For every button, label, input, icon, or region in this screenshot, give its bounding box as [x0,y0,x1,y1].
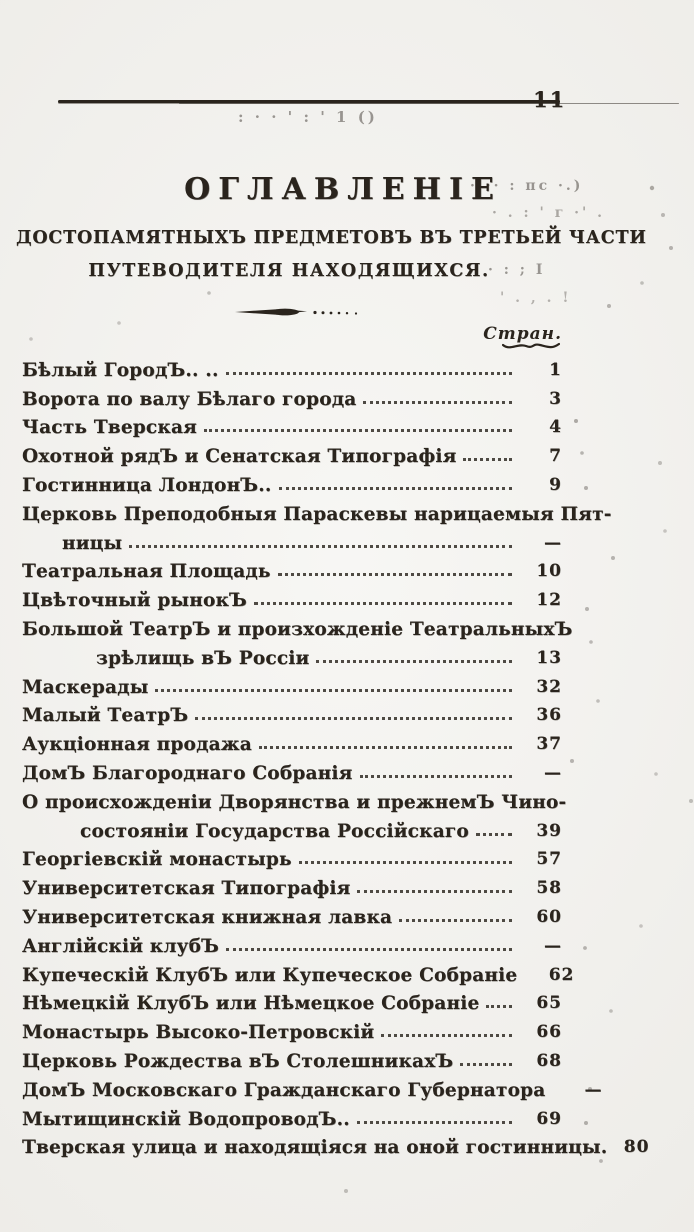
ink-smudge: · : ; I [488,262,546,278]
toc-page-number: — [544,935,562,956]
scan-noise-specks [0,0,2,2]
dot-leader [363,401,512,404]
toc-entry [16,986,562,1015]
toc-entry-title: Большой ТеатрЪ и произхожденіе ТеатральныхЪ [22,618,573,640]
toc-page-number: — [544,532,562,553]
toc-page-number: 65 [536,993,562,1014]
header-rule [58,100,560,103]
toc-page-number: — [584,1079,603,1100]
toc-entry [16,1130,650,1159]
section-divider-ornament [235,303,363,322]
toc-entry-title: Цвѣточный рынокЪ [22,590,247,612]
toc-entry-title: Англійскій клубЪ [22,935,220,957]
dot-leader [299,861,512,864]
dot-leader [460,1063,512,1066]
toc-page-number: 7 [549,446,562,467]
toc-entry-title: Купеческій КлубЪ или Купеческое Собраніе [22,964,518,986]
toc-entry [16,899,562,928]
toc-entry-title: Аукціонная продажа [22,734,252,756]
toc-entry-title: ДомЪ Благороднаго Собранія [22,762,353,784]
toc-entry-continuation [16,525,562,554]
toc-page-number: 68 [536,1050,562,1071]
toc-entry-title: Георгіевскій монастырь [22,849,292,871]
toc-entry-continuation [16,813,562,842]
toc-entry-title: Малый ТеатрЪ [22,705,189,727]
toc-page-number: 57 [536,849,562,870]
toc-entry-title: Охотной рядЪ и Сенатская Типографія [22,446,457,468]
toc-page-number [573,639,615,640]
toc-entry [16,410,562,439]
toc-page-number: 36 [536,705,562,726]
toc-page-number: 62 [548,964,575,985]
ink-smudge: : · · ' : ' 1 () [238,108,378,126]
toc-page-number: 60 [536,906,562,927]
toc-page-number: 3 [549,388,562,409]
dot-leader [226,948,512,951]
toc-entry [16,669,562,698]
page-title: ОГЛАВЛЕНІЕ [184,172,502,207]
toc-entry-title: Университетская Типографія [22,878,351,900]
toc-entry [16,755,562,784]
toc-entry-title: Мытищинскій ВодопроводЪ.. [22,1108,350,1130]
toc-entry [16,582,562,611]
dot-leader [486,1005,512,1008]
subtitle-line-1: ДОСТОПАМЯТНЫХЪ ПРЕДМЕТОВЪ ВЪ ТРЕТЬЕЙ ЧАСТИ [16,228,647,248]
toc-entry-title: ДомЪ Московскаго Гражданскаго Губернатора [22,1079,546,1101]
toc-entry-title: зрѣлищь вЪ Россіи [96,647,310,669]
toc-entry [16,784,567,813]
dot-leader [357,890,512,893]
toc-entry-title: Церковь Рождества вЪ СтолешникахЪ [22,1050,454,1072]
toc-entry-continuation [16,640,562,669]
dot-leader [259,746,512,749]
page-column-header [16,324,562,351]
toc-page-number: 13 [536,647,562,668]
dot-leader [381,1034,512,1037]
dot-leader [254,602,512,605]
divider-ornament-graphic [235,306,363,318]
dot-leader [278,573,512,576]
toc-entry-title: состояніи Государства Россійскаго [80,820,469,842]
page-folio-number: 11 [533,87,567,112]
toc-entry [16,1014,562,1043]
toc-entry-title: Гостинница ЛондонЪ.. [22,474,272,496]
toc-entry [16,1072,603,1101]
toc-page-number: 58 [536,878,562,899]
toc-entry [16,842,562,871]
toc-entry-title: Монастырь Высоко-Петровскій [22,1022,375,1044]
toc-entry-title: Ворота по валу Бѣлаго города [22,388,357,410]
dot-leader [360,775,512,778]
dot-leader [463,458,512,461]
dot-leader [226,372,512,375]
toc-page-number: 66 [536,1022,562,1043]
ink-smudge: ' . , . ! [500,290,572,306]
toc-page-number: 80 [623,1137,650,1158]
toc-page-number: 39 [536,820,562,841]
toc-page-number: — [544,762,562,783]
toc-entry-title: ницы [62,532,123,554]
toc-entry [16,1101,562,1130]
toc-entry [16,870,562,899]
subtitle-line-2: ПУТЕВОДИТЕЛЯ НАХОДЯЩИХСЯ. [88,261,490,281]
toc-entry [16,928,562,957]
toc-entry [16,554,562,583]
toc-entry-title: Тверская улица и находящіяся на оной гостинницы. [22,1137,608,1159]
toc-entry [16,698,562,727]
toc-page-number [566,812,608,813]
toc-entry [16,957,575,986]
dot-leader [195,717,512,720]
toc-entry-title: Театральная Площадь [22,561,271,583]
toc-page-number: 9 [549,474,562,495]
toc-entry-title: Часть Тверская [22,417,198,439]
toc-entry [16,467,562,496]
table-of-contents [16,352,650,1159]
toc-entry [16,438,562,467]
toc-page-number: 4 [549,417,562,438]
toc-entry-title: Университетская книжная лавка [22,906,393,928]
toc-entry [16,352,562,381]
toc-entry-title: Нѣмецкій КлубЪ или Нѣмецкое Собраніе [22,993,480,1015]
ink-smudge: · ·· : пс ·.) [470,178,584,194]
toc-page-number: 32 [536,676,562,697]
toc-entry-title: Маскерады [22,676,149,698]
dot-leader [129,545,512,548]
dot-leader [399,919,512,922]
ink-smudge: · . : ' г ·' . [492,205,606,221]
toc-entry [16,496,612,525]
page-column-header-label: Стран. [483,324,562,344]
toc-page-number: 37 [536,734,562,755]
toc-page-number: 1 [549,359,562,380]
toc-entry-title: Церковь Преподобныя Параскевы нарицаемыя Пят- [22,503,612,525]
dot-leader [279,487,513,490]
toc-page-number: 12 [536,590,562,611]
toc-entry [16,726,562,755]
toc-entry-title: Бѣлый ГородЪ.. .. [22,359,219,381]
dot-leader [476,833,512,836]
dot-leader [204,429,512,432]
dot-leader [155,689,512,692]
toc-page-number: 10 [536,561,562,582]
dot-leader [316,660,512,663]
toc-entry-title: О происхожденіи Дворянства и прежнемЪ Чино- [22,791,567,813]
toc-entry [16,381,562,410]
toc-entry [16,1043,562,1072]
toc-entry [16,611,573,640]
dot-leader [357,1121,512,1124]
toc-page-number: 69 [536,1108,562,1129]
toc-page-number [612,524,654,525]
